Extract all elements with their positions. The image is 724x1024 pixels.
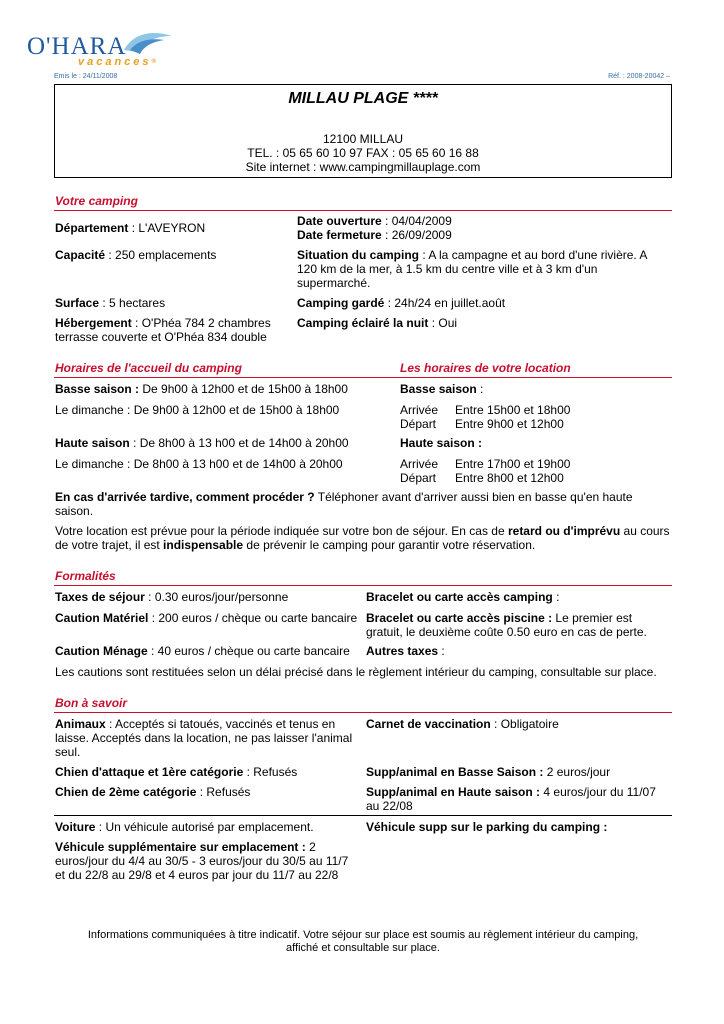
location-hs-depart-value: Entre 8h00 et 12h00 [455, 471, 564, 485]
footer-line-2: affiché et consultable sur place. [286, 942, 440, 954]
cautions-note: Les cautions sont restituées selon un délai précisé dans le règlement intérieur du camping, consultable sur place. [55, 665, 657, 679]
camping-title: MILLAU PLAGE **** [288, 90, 438, 107]
section-title-formalites: Formalités [55, 569, 116, 583]
vehicule-supplementaire-field: Véhicule supplémentaire sur emplacement : 2 euros/jour du 4/4 au 30/5 - 3 euros/jour du 30/5 au 11/7 et du 22/8 au 29/8 et 4 euros par jour du 11/7 au 22/8 [55, 840, 349, 882]
surface-field: Surface : 5 hectares [55, 296, 166, 310]
section-divider [54, 815, 672, 816]
camping-website: Site internet : www.campingmillauplage.com [245, 160, 481, 174]
section-title-horaires-accueil: Horaires de l'accueil du camping [55, 361, 242, 375]
departement-field: Département : L'AVEYRON [55, 221, 206, 235]
location-bs-depart-value: Entre 9h00 et 12h00 [455, 417, 564, 431]
accueil-basse-saison-dimanche: Le dimanche : De 9h00 à 12h00 et de 15h00 à 18h00 [55, 403, 340, 417]
capacite-field: Capacité : 250 emplacements [55, 248, 217, 262]
autres-taxes-field: Autres taxes : [366, 644, 445, 658]
section-divider [54, 712, 672, 713]
voiture-field: Voiture : Un véhicule autorisé par emplacement. [55, 820, 314, 834]
section-title-bon-a-savoir: Bon à savoir [55, 696, 128, 710]
carnet-vaccination-field: Carnet de vaccination : Obligatoire [366, 717, 559, 731]
location-bs-arrivee-value: Entre 15h00 et 18h00 [455, 403, 571, 417]
reference-number: Réf. : 2008-20042 – [608, 73, 670, 80]
hebergement-field: Hébergement : O'Phéa 784 2 chambres terrasse couverte et O'Phéa 834 double [55, 316, 271, 344]
section-title-votre-camping: Votre camping [55, 194, 138, 208]
location-bs-arrivee-label: Arrivée [400, 403, 439, 417]
location-hs-arrivee-value: Entre 17h00 et 19h00 [455, 457, 571, 471]
location-basse-saison: Basse saison : [400, 382, 484, 396]
section-title-horaires-location: Les horaires de votre location [400, 361, 571, 375]
chien-attaque-field: Chien d'attaque et 1ère catégorie : Refusés [55, 765, 298, 779]
brand-tagline: vacances® [78, 56, 159, 68]
brand-name: O'HARA [27, 33, 127, 60]
section-divider [54, 210, 672, 211]
camping-eclaire-field: Camping éclairé la nuit : Oui [297, 316, 458, 330]
caution-materiel-field: Caution Matériel : 200 euros / chèque ou carte bancaire [55, 611, 358, 625]
bird-logo-icon [120, 28, 174, 58]
date-fermeture-field: Date fermeture : 26/09/2009 [297, 228, 452, 242]
section-divider [54, 377, 672, 378]
accueil-haute-saison: Haute saison : De 8h00 à 13 h00 et de 14h00 à 20h00 [55, 436, 349, 450]
camping-header-box [54, 84, 672, 178]
issued-date: Emis le : 24/11/2008 [54, 73, 118, 80]
camping-phone: TEL. : 05 65 60 10 97 FAX : 05 65 60 16 88 [247, 146, 479, 160]
situation-field: Situation du camping : A la campagne et au bord d'une rivière. A 120 km de la mer, à 1.5 km du centre ville et à 3 km d'un supermarché. [297, 248, 648, 290]
camping-city: 12100 MILLAU [322, 132, 404, 146]
bracelet-piscine-field: Bracelet ou carte accès piscine : Le premier est gratuit, le deuxième coûte 0.50 euro en cas de perte. [366, 611, 647, 639]
animaux-field: Animaux : Acceptés si tatoués, vaccinés et tenus en laisse. Acceptés dans la location, ne pas laisser l'animal seul. [55, 717, 353, 759]
footer-line-1: Informations communiquées à titre indicatif. Votre séjour sur place est soumis au règlement intérieur du camping, [87, 929, 639, 941]
location-hs-depart-label: Départ [400, 471, 437, 485]
footer-disclaimer [54, 929, 672, 955]
location-hs-arrivee-label: Arrivée [400, 457, 439, 471]
vehicule-parking-field: Véhicule supp sur le parking du camping : [366, 820, 608, 834]
date-ouverture-field: Date ouverture : 04/04/2009 [297, 214, 452, 228]
camping-garde-field: Camping gardé : 24h/24 en juillet.août [297, 296, 506, 310]
caution-menage-field: Caution Ménage : 40 euros / chèque ou carte bancaire [55, 644, 350, 658]
supp-animal-haute-saison-field: Supp/animal en Haute saison : 4 euros/jour du 11/07 au 22/08 [366, 785, 656, 813]
accueil-haute-saison-dimanche: Le dimanche : De 8h00 à 13 h00 et de 14h00 à 20h00 [55, 457, 343, 471]
arrivee-tardive-note: En cas d'arrivée tardive, comment procéder ? Téléphoner avant d'arriver aussi bien en basse qu'en haute saison. [55, 490, 633, 518]
supp-animal-basse-saison-field: Supp/animal en Basse Saison : 2 euros/jour [366, 765, 611, 779]
bracelet-camping-field: Bracelet ou carte accès camping : [366, 590, 560, 604]
location-bs-depart-label: Départ [400, 417, 437, 431]
section-divider [54, 585, 672, 586]
location-period-note: Votre location est prévue pour la période indiquée sur votre bon de séjour. En cas de retard ou d'imprévu au cours de votre trajet, il est indispensable de prévenir le camping pour garantir votre réservation. [55, 524, 670, 552]
chien-2eme-categorie-field: Chien de 2ème catégorie : Refusés [55, 785, 251, 799]
location-haute-saison: Haute saison : [400, 436, 483, 450]
taxes-sejour-field: Taxes de séjour : 0.30 euros/jour/personne [55, 590, 289, 604]
accueil-basse-saison: Basse saison : De 9h00 à 12h00 et de 15h00 à 18h00 [55, 382, 348, 396]
